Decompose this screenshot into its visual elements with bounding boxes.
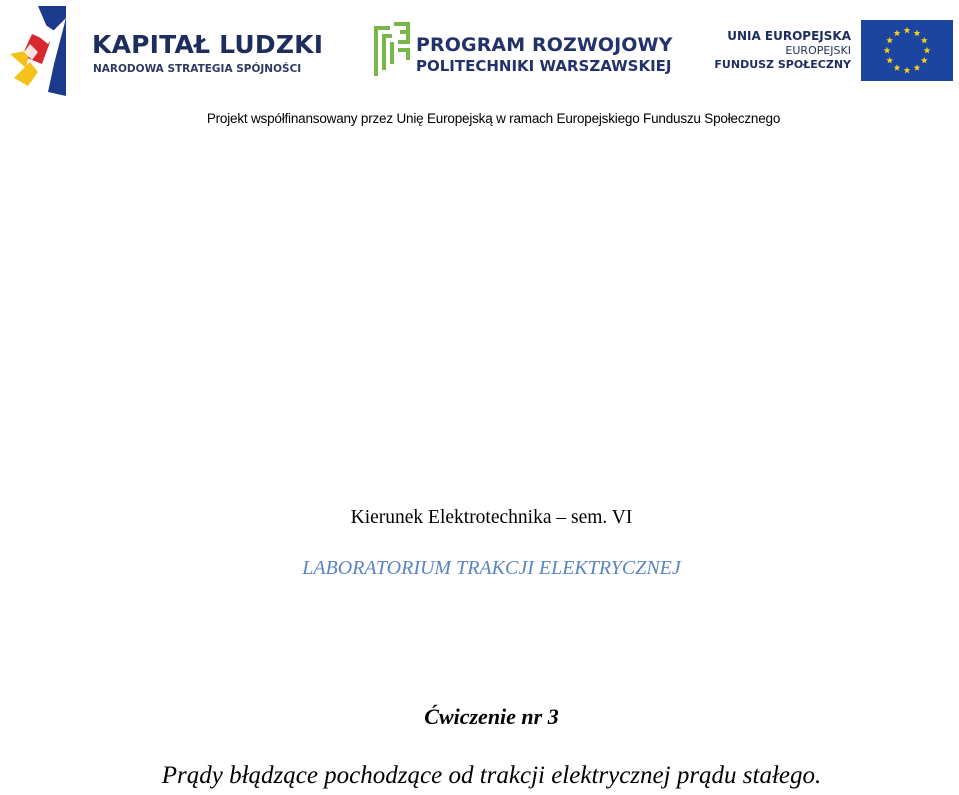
kapital-ludzki-title: KAPITAŁ LUDZKI	[92, 30, 324, 59]
eu-title: UNIA EUROPEJSKA	[727, 29, 851, 43]
kapital-ludzki-star-icon	[10, 6, 66, 96]
exercise-subject: Prądy błądzące pochodzące od trakcji elektrycznej prądu stałego.	[161, 762, 822, 789]
program-title: PROGRAM ROZWOJOWY	[416, 34, 673, 56]
program-subtitle: POLITECHNIKI WARSZAWSKIEJ	[416, 57, 672, 75]
exercise-number: Ćwiczenie nr 3	[424, 704, 559, 729]
cofinancing-note: Projekt współfinansowany przez Unię Europejską w ramach Europejskiego Funduszu Społecznego	[206, 111, 781, 126]
course-line: Kierunek Elektrotechnika – sem. VI	[350, 507, 633, 528]
kapital-ludzki-subtitle: NARODOWA STRATEGIA SPÓJNOŚCI	[93, 63, 302, 75]
eu-subtitle-1: EUROPEJSKI	[785, 44, 851, 57]
eu-flag-icon	[861, 20, 953, 81]
pw-circuit-logo-icon	[372, 20, 412, 78]
eu-subtitle-2: FUNDUSZ SPOŁECZNY	[714, 58, 851, 71]
laboratory-title: LABORATORIUM TRAKCJI ELEKTRYCZNEJ	[302, 557, 681, 579]
